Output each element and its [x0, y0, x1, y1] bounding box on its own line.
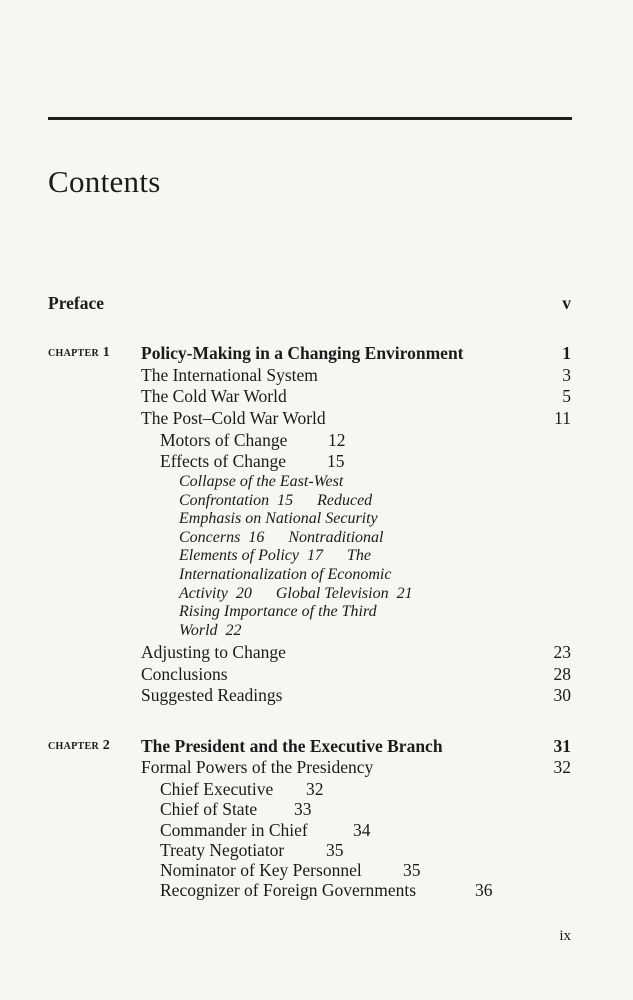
- toc-entry-page: 32: [553, 757, 571, 777]
- italic-line: Activity 20 Global Television 21: [179, 584, 413, 602]
- chapter-title: Policy-Making in a Changing Environment: [141, 343, 464, 363]
- toc-subentry-page: 32: [306, 779, 324, 799]
- page-number: ix: [559, 928, 571, 944]
- toc-chapter-1[interactable]: [48, 342, 572, 364]
- toc-italic-subtopics: [179, 473, 499, 640]
- toc-entry-title: The Post–Cold War World: [141, 408, 326, 428]
- toc-subentry[interactable]: [160, 879, 572, 901]
- toc-entry-title: Preface: [48, 293, 105, 313]
- toc-subentry-title: Nominator of Key Personnel: [160, 860, 362, 880]
- toc-subentry-page: 33: [294, 799, 312, 819]
- toc-subentry[interactable]: [160, 839, 572, 861]
- toc-entry-title: The Cold War World: [141, 386, 287, 406]
- toc-entry-page: 3: [562, 365, 571, 385]
- chapter-page: 31: [553, 736, 571, 756]
- toc-subentry[interactable]: [160, 778, 572, 800]
- toc-subentry-title: Motors of Change: [160, 430, 288, 450]
- chapter-label: chapter 1: [48, 345, 111, 360]
- toc-subentry-title: Commander in Chief: [160, 820, 308, 840]
- italic-line: World 22: [179, 621, 242, 639]
- toc-preface[interactable]: [48, 292, 572, 314]
- toc-entry-page: 5: [562, 386, 571, 406]
- chapter-title: The President and the Executive Branch: [141, 736, 443, 756]
- toc-entry-page: 23: [553, 642, 571, 662]
- toc-entry-page: 11: [554, 408, 571, 428]
- toc-entry-page: 28: [553, 664, 571, 684]
- toc-entry-page: 30: [553, 685, 571, 705]
- italic-line: Internationalization of Economic: [179, 565, 392, 583]
- toc-subentry[interactable]: [160, 429, 572, 451]
- toc-subentry-page: 12: [328, 430, 346, 450]
- toc-entry-title: The International System: [141, 365, 318, 385]
- chapter-label: chapter 2: [48, 738, 111, 753]
- italic-line: Concerns 16 Nontraditional: [179, 528, 384, 546]
- italic-line: Confrontation 15 Reduced: [179, 491, 373, 509]
- toc-entry[interactable]: [141, 663, 572, 685]
- toc-subentry-page: 36: [475, 880, 493, 900]
- toc-entry-title: Suggested Readings: [141, 685, 283, 705]
- toc-subentry-title: Treaty Negotiator: [160, 840, 285, 860]
- toc-entry[interactable]: [141, 407, 572, 429]
- toc-subentry[interactable]: [160, 819, 572, 841]
- chapter-page: 1: [562, 343, 571, 363]
- toc-subentry-title: Effects of Change: [160, 451, 287, 471]
- toc-entry[interactable]: [141, 641, 572, 663]
- toc-subentry-page: 35: [403, 860, 421, 880]
- italic-line: Rising Importance of the Third: [179, 603, 377, 621]
- toc-subentry-title: Chief of State: [160, 799, 258, 819]
- toc-subentry-title: Chief Executive: [160, 779, 274, 799]
- toc-subentry[interactable]: [160, 798, 572, 820]
- toc-subentry-page: 35: [326, 840, 344, 860]
- toc-entry-title: Conclusions: [141, 664, 228, 684]
- toc-subentry-page: 34: [353, 820, 371, 840]
- toc-subentry[interactable]: [160, 450, 572, 472]
- toc-entry-page: v: [562, 293, 571, 313]
- toc-subentry-title: Recognizer of Foreign Governments: [160, 880, 417, 900]
- italic-line: Elements of Policy 17 The: [179, 547, 371, 565]
- toc-entry[interactable]: [141, 684, 572, 706]
- page-title: Contents: [48, 164, 161, 199]
- toc-entry-title: Formal Powers of the Presidency: [141, 757, 374, 777]
- toc-entry[interactable]: [141, 364, 572, 386]
- toc-chapter-2[interactable]: [48, 735, 572, 757]
- top-rule: [48, 117, 572, 120]
- toc-entry[interactable]: [141, 756, 572, 778]
- italic-line: Emphasis on National Security: [179, 510, 378, 528]
- toc-entry-title: Adjusting to Change: [141, 642, 286, 662]
- toc-entry[interactable]: [141, 385, 572, 407]
- toc-subentry-page: 15: [327, 451, 345, 471]
- italic-line: Collapse of the East-West: [179, 473, 344, 490]
- toc-subentry[interactable]: [160, 859, 572, 881]
